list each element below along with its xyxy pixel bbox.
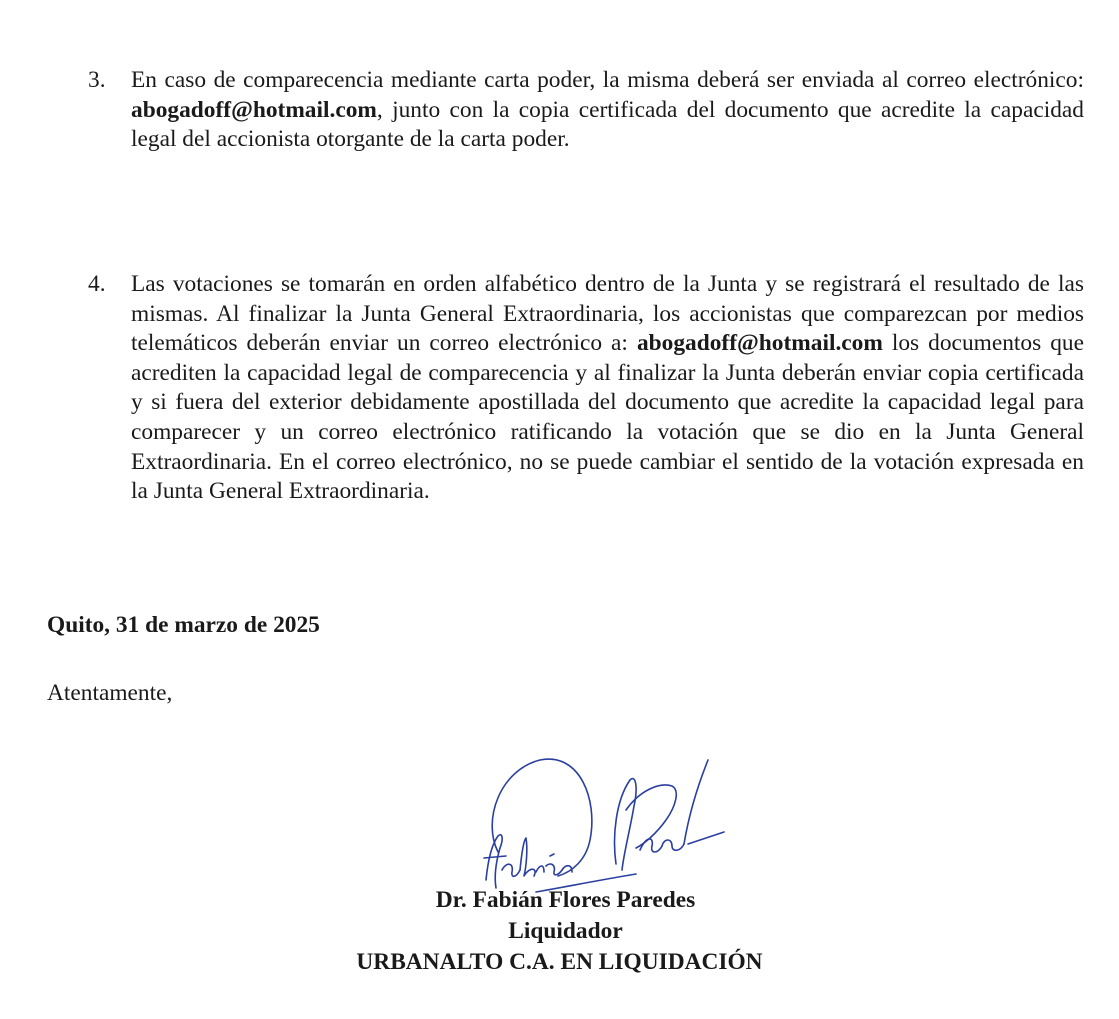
item-number: 4. bbox=[88, 271, 106, 297]
signer-role: Liquidador bbox=[508, 918, 623, 944]
signature-drawing bbox=[440, 740, 760, 900]
salutation: Atentamente, bbox=[47, 680, 173, 706]
email-address: abogadoff@hotmail.com bbox=[131, 96, 377, 123]
item-text: En caso de comparecencia mediante carta poder, la misma deberá ser enviada al correo electrónico: abogadoff@hotmail.com, junto con la copia certificada del documento que acredite la capacidad legal del accionista otorgante de la carta poder. bbox=[131, 67, 1084, 153]
email-address: abogadoff@hotmail.com bbox=[636, 330, 883, 357]
list-item bbox=[88, 66, 1084, 155]
list-item bbox=[88, 270, 1084, 507]
item-number: 3. bbox=[88, 67, 106, 93]
item-text: Las votaciones se tomarán en orden alfabético dentro de la Junta y se registrará el resultado de las mismas. Al finalizar la Junta General Extraordinaria, los accionistas que comparezcan por medios telemáticos deberán enviar un correo electrónico a: abogadoff@hotmail.com los documentos que acrediten la capacidad legal de comparecencia y al finalizar la Junta deberán enviar copia certificada y si fuera del exterior debidamente apostillada del documento que acredite la capacidad legal para comparecer y un correo electrónico ratificando la votación que se dio en la Junta General Extraordinaria. En el correo electrónico, no se puede cambiar el sentido de la votación expresada en la Junta General Extraordinaria. bbox=[131, 271, 1084, 505]
signer-name: Dr. Fabián Flores Paredes bbox=[435, 887, 696, 913]
place-date: Quito, 31 de marzo de 2025 bbox=[47, 612, 320, 638]
handwritten-signature bbox=[440, 740, 760, 900]
signer-company: URBANALTO C.A. EN LIQUIDACIÓN bbox=[356, 949, 763, 975]
